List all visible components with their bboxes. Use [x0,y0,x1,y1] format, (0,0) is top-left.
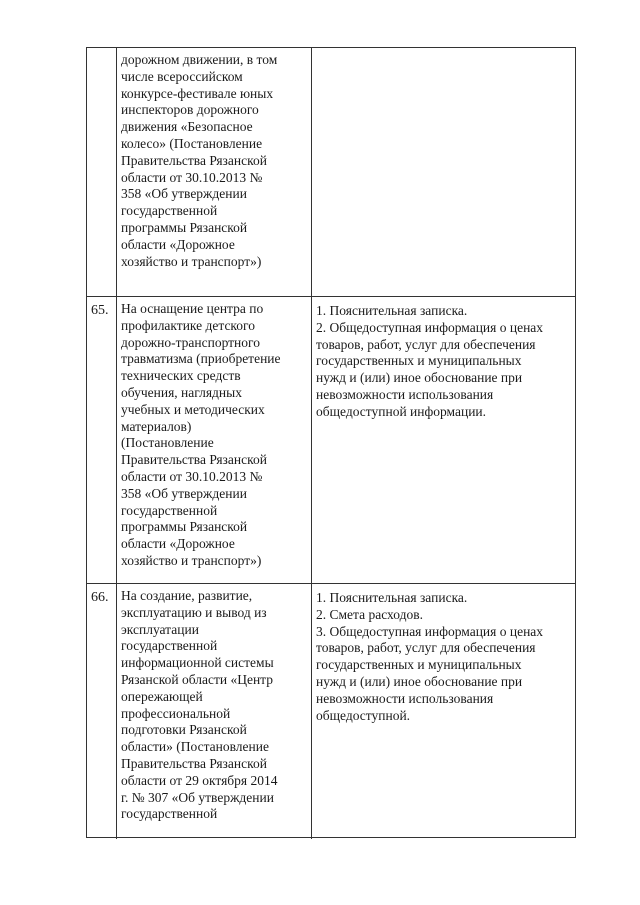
row-description [117,297,312,583]
description-line: подготовки Рязанской [121,722,247,738]
description-line: На создание, развитие, [121,588,253,603]
description-line: инспекторов дорожного [121,102,259,118]
document-line: товаров, работ, услуг для обеспечения [316,336,536,352]
description-line: 358 «Об утверждении [121,186,247,202]
description-line: области от 29 октября 2014 [121,772,278,788]
document-line: невозможности использования [316,386,494,402]
row-description [117,584,312,839]
description-line: программы Рязанской [121,519,248,535]
document-line: нужд и (или) иное обоснование при [316,370,523,386]
description-line: области «Дорожное [121,536,235,552]
description-line: числе всероссийском [121,68,243,84]
description-line: дорожно-транспортного [121,334,260,350]
document-line: общедоступной. [316,707,411,723]
row-documents [312,584,575,839]
description-line: Рязанской области «Центр [121,671,274,687]
description-line: (Постановление [121,435,214,451]
description-line: профессиональной [121,705,231,721]
description-line: государственной [121,806,218,822]
description-line: колесо» (Постановление [121,135,263,151]
description-line: государственной [121,502,218,518]
description-line: учебных и методических [121,401,265,417]
description-line: Правительства Рязанской [121,755,267,771]
document-line: 1. Пояснительная записка. [316,303,468,318]
description-line: конкурсе-фестивале юных [121,85,274,101]
description-line: материалов) [121,418,192,434]
table-row [87,297,575,584]
table-row [87,48,575,297]
document-line: товаров, работ, услуг для обеспечения [316,640,536,656]
description-line: технических средств [121,368,241,384]
document-line: 2. Общедоступная информация о ценах [316,319,544,335]
row-documents [312,297,575,583]
description-line: эксплуатацию и вывод из [121,604,267,620]
document-line: 3. Общедоступная информация о ценах [316,623,544,639]
row-number: 66. [87,584,117,839]
document-line: государственных и муниципальных [316,353,522,369]
document-line: 2. Смета расходов. [316,606,423,622]
table-row [87,584,575,839]
description-line: информационной системы [121,655,274,671]
row-number [87,48,117,296]
description-line: области от 30.10.2013 № [121,169,263,185]
description-line: обучения, наглядных [121,384,242,400]
row-number: 65. [87,297,117,583]
description-line: г. № 307 «Об утверждении [121,789,274,805]
document-line: невозможности использования [316,690,494,706]
document-line: государственных и муниципальных [316,657,522,673]
description-line: государственной [121,203,218,219]
description-line: Правительства Рязанской [121,452,267,468]
description-line: программы Рязанской [121,219,248,235]
description-line: травматизма (приобретение [121,351,281,367]
description-line: области» (Постановление [121,739,269,755]
description-line: хозяйство и транспорт») [121,552,262,568]
description-line: хозяйство и транспорт») [121,253,262,269]
description-line: профилактике детского [121,317,256,333]
row-description [117,48,312,296]
description-line: области от 30.10.2013 № [121,468,263,484]
document-line: общедоступной информации. [316,403,487,419]
description-line: Правительства Рязанской [121,152,267,168]
description-line: государственной [121,638,218,654]
description-line: эксплуатации [121,621,199,637]
document-line: 1. Пояснительная записка. [316,590,468,605]
document-table [86,47,576,838]
description-line: На оснащение центра по [121,301,264,316]
description-line: опережающей [121,688,203,704]
description-line: движения «Безопасное [121,119,253,135]
description-line: 358 «Об утверждении [121,485,247,501]
description-line: области «Дорожное [121,236,235,252]
description-line: дорожном движении, в том [121,52,278,67]
row-documents [312,48,575,296]
document-line: нужд и (или) иное обоснование при [316,673,523,689]
